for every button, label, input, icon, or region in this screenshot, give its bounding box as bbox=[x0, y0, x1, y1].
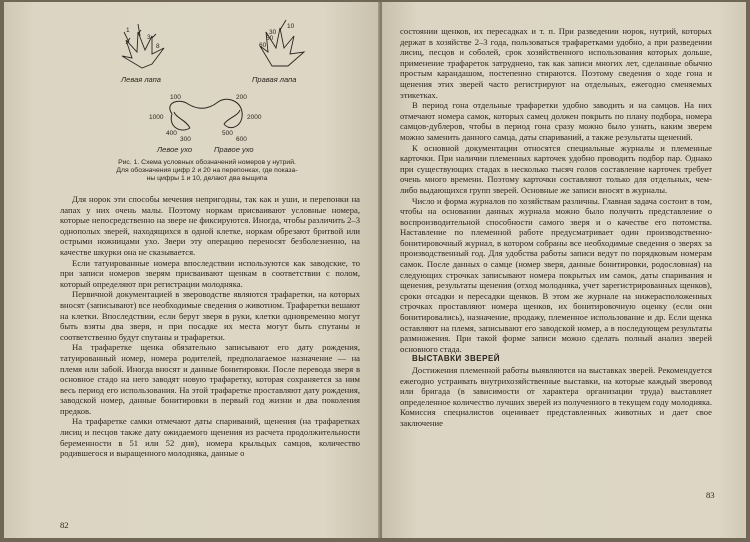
left-paw-label: Левая лапа bbox=[121, 75, 161, 84]
left-paragraph-5: На трафаретке самки отмечают даты спариваний, щенения (на трафаретках лисиц и песцов также дату ожидаемого щенения из расчета продолжительности беременности в 51 или 52 дня), номера крыльцых самцов, количество родившегося и выращенного молодняка, данные о bbox=[60, 416, 360, 459]
left-paragraph-4: На трафаретке щенка обязательно записывают его дату рождения, татуированный номер, номера родителей, предполагаемое назначение — на племя или забой. Иногда вносят и данные бонитировки. После перевода зверя в основное стадо на него заводят новую трафаретку, которая сохраняется за ним весь период его использования. На этой трафаретке проставляют дату рождения, заводской номер, данные бонитировки в первый год жизни и два поколения предков. bbox=[60, 342, 360, 416]
right-paw-number-10: 10 bbox=[287, 23, 295, 30]
ear-number-200: 200 bbox=[236, 94, 247, 101]
ear-number-2000: 2000 bbox=[247, 114, 262, 121]
caption-line-1: Рис. 1. Схема условных обозначений номеров у нутрий. bbox=[118, 159, 296, 166]
right-paw-number-50: 50 bbox=[266, 35, 274, 42]
left-paragraph-2: Если татуированные номера впоследствии используются как заводские, то при записи номеров зверям присваивают щенкам в соответствии с полом, который определяют при регистрации молодняка. bbox=[60, 257, 360, 289]
ear-number-100: 100 bbox=[170, 94, 181, 101]
section-paragraph: Достижения племенной работы выявляются на выставках зверей. Рекомендуется ежегодно устраивать внутрихозяйственные выставки, на которые каждый зверовод или бригада (в зависимости от характера организации труда) выставляет определенное количество лучших зверей из полученного в текущем году молодняка. Комиссия специалистов оценивает представленных животных и дает свое заключение bbox=[400, 365, 712, 428]
left-page bbox=[4, 2, 380, 538]
ear-number-600: 600 bbox=[236, 136, 247, 143]
right-paragraph-1: состоянии щенков, их пересадках и т. п. При разведении норок, нутрий, которых держат в хозяйстве 2–3 года, пользоваться трафаретками удобно, а при разведении лисиц, песцов и соболей, срок хозяйственного использования которых дольше, применение трафареток затруднено, так как записи многих лет, сделанные обычно простым карандашом, постепенно стираются. Поэтому сведения о ходе гона и щенения этих зверей часто регистрируют на отдельных, ежегодно сменяемых этикетках. bbox=[400, 26, 712, 100]
caption-line-3: ны цифры 1 и 10, делают два выщипа bbox=[146, 175, 268, 183]
right-paw-number-60: 60 bbox=[259, 42, 267, 49]
numbering-scheme-figure bbox=[4, 2, 380, 162]
left-paragraph-1: Для норок эти способы мечения непригодны, так как и уши, и перепонки на лапах у них очень малы. Поэтому норкам присваивают условные номера, которые непосредственно на звере не фиксируются. Иногда, чтобы различить 2–3 однополых зверей, находящихся в одной клетке, норкам обрезают бритвой или острыми ножницами ухо. Звери эту операцию переносят безболезненно, на качестве шкурки она не сказывается. bbox=[60, 194, 360, 257]
right-paragraph-3: К основной документации относятся специальные журналы и племенные карточки. При наличии племенных карточек удобно проводить подбор пар. Однако при существующих стадах в несколько тысяч голов составление карточек требует очень много времени. Поэтому карточки составляют только для отдельных, чем-либо выдающихся групп зверей. Основные же записи вносят в журналы. bbox=[400, 142, 712, 195]
left-paw-number-1: 1 bbox=[126, 27, 130, 34]
figure-caption bbox=[76, 159, 338, 184]
book-spread bbox=[4, 2, 746, 538]
left-paragraph-3: Первичной документацией в звероводстве являются трафаретки, на которых вносят (записывают) все необходимые сведения о животном. Трафаретки вешают на клетки. Впоследствии, если берут зверя в руки, клетки одновременно могут быть взяты два зверя, и при посадке их места могут быть спутаны и соответственно будут спутаны и трафаретки. bbox=[60, 289, 360, 342]
page-number-left: 82 bbox=[60, 520, 69, 530]
ear-number-300: 300 bbox=[180, 136, 191, 143]
left-ear-label: Левое ухо bbox=[157, 145, 193, 154]
left-paw-number-8: 8 bbox=[156, 43, 160, 50]
ear-number-1000: 1000 bbox=[149, 114, 164, 121]
right-page bbox=[382, 2, 746, 538]
page-number-right: 83 bbox=[706, 490, 715, 500]
right-page-body bbox=[400, 26, 712, 429]
right-paw-drawing bbox=[260, 20, 304, 66]
left-page-body bbox=[60, 194, 360, 459]
ears-drawing bbox=[170, 99, 242, 130]
section-heading: ВЫСТАВКИ ЗВЕРЕЙ bbox=[412, 354, 501, 364]
right-paragraph-2: В период гона отдельные трафаретки удобно заводить и на самцов. На них отмечают номера самок, которых самец должен покрыть по плану подбора, номера самцов-дублеров, чтобы в период гона сразу можно было узнать, каким зверем можно заменить данного самца, даты спариваний, а также результаты щенений. bbox=[400, 100, 712, 142]
ear-number-400: 400 bbox=[166, 130, 177, 137]
left-paw-number-3: 3 bbox=[147, 34, 151, 41]
right-paw-label: Правая лапа bbox=[252, 75, 297, 84]
right-ear-label: Правое ухо bbox=[214, 145, 254, 154]
right-paw-number-30: 30 bbox=[269, 29, 277, 36]
right-paragraph-4: Число и форма журналов по хозяйствам различны. Главная задача состоит в том, чтобы на основании данных журнала можно было получить представление о воспроизводительной способности самого зверя и о качестве его потомства. Наставление по племенной работе предусматривает один производственно-бонитировочный журнал, в котором собраны все необходимые сведения о зверях за производственный год. Для удобства работы записи ведут по порядковым номерам самок. После данных о самце (номер зверя, данные бонитировки, родословная) на следующих строчках записывают номера покрытых им самок, даты спаривания и щенения, результаты щенения (отход молодняка, учет зарегистрированных щенков), сроки отсадки и пересадки щенков. В этом же журнале на нижерасположенных строчках проставляют номера щенков, их бонитировочную оценку (если они бонитировались), назначение, продажу, племенное использование и др. Если щенка оставляют на племя, записывают его заводской номер, а в последующем результаты размножения. При такой форме записи можно сделать полный анализ зверей основного стада. bbox=[400, 195, 712, 354]
caption-line-2: Для обозначения цифр 2 и 20 на перепонках, где показа- bbox=[116, 167, 298, 175]
ear-number-500: 500 bbox=[222, 130, 233, 137]
